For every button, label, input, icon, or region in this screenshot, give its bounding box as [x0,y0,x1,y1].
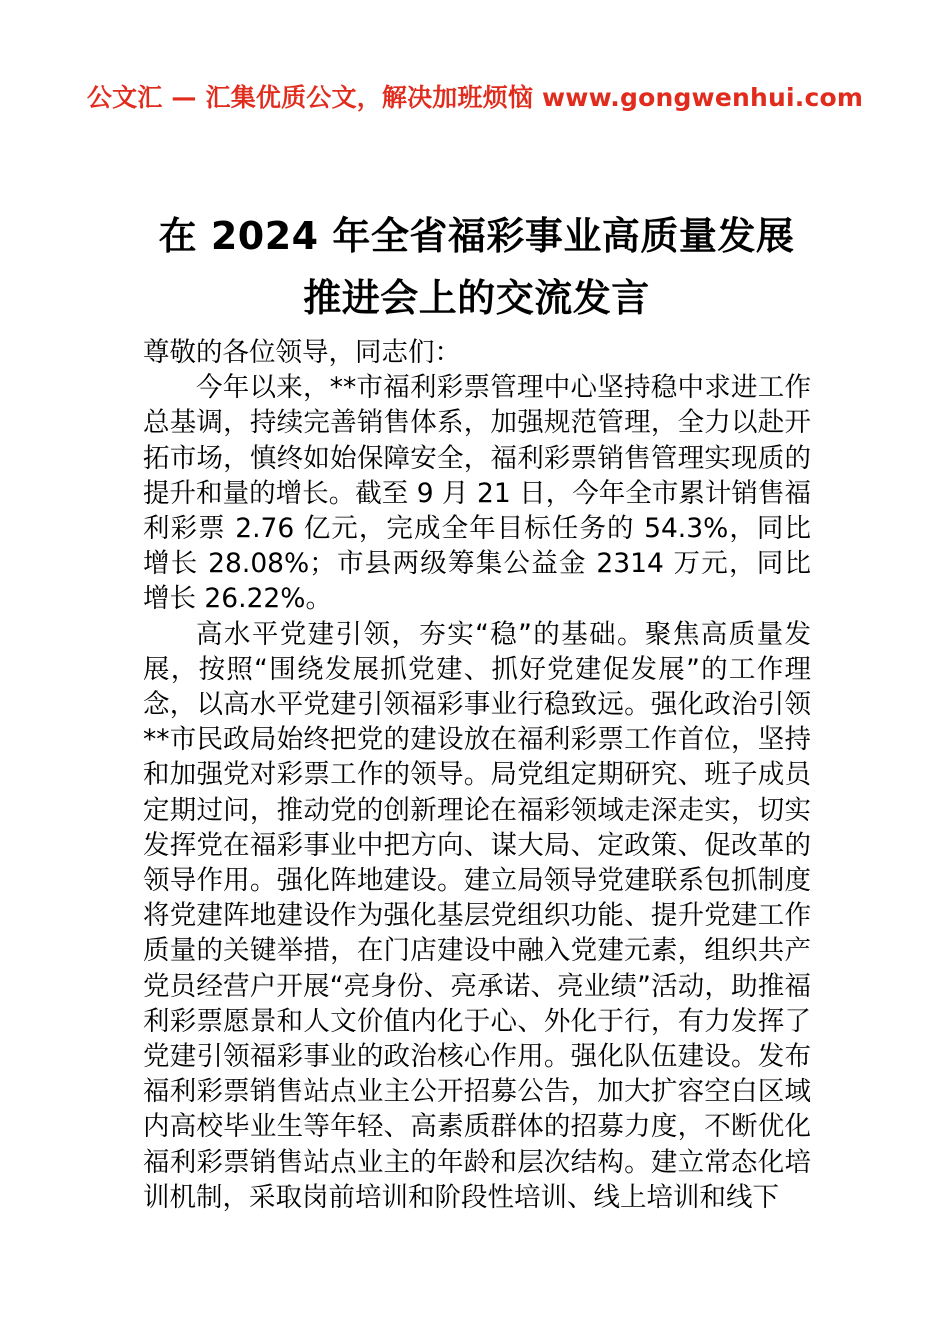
document-body [143,335,811,1215]
site-watermark: 公文汇 — 汇集优质公文，解决加班烦恼 www.gongwenhui.com [86,83,864,112]
paragraph-overview: 今年以来，**市福利彩票管理中心坚持稳中求进工作总基调，持续完善销售体系，加强规范管理，全力以赴开拓市场，慎终如始保障安全，福利彩票销售管理实现质的提升和量的增长。截至 9 月 21 日，今年全市累计销售福利彩票 2.76 亿元，完成全年目标任务的 54.3%，同比增长 28.08%；市县两级筹集公益金 2314 万元，同比增长 26.22%。 [143,372,811,615]
paragraph-party-building: 高水平党建引领，夯实“稳”的基础。聚焦高质量发展，按照“围绕发展抓党建、抓好党建促发展”的工作理念，以高水平党建引领福彩事业行稳致远。强化政治引领 **市民政局始终把党的建设放在福利彩票工作首位，坚持和加强党对彩票工作的领导。局党组定期研究、班子成员定期过问，推动党的创新理论在福彩领域走深走实，切实发挥党在福彩事业中把方向、谋大局、定政策、促改革的领导作用。强化阵地建设。建立局领导党建联系包抓制度将党建阵地建设作为强化基层党组织功能、提升党建工作质量的关键举措，在门店建设中融入党建元素，组织共产党员经营户开展“亮身份、亮承诺、亮业绩”活动，助推福利彩票愿景和人文价值内化于心、外化于行，有力发挥了党建引领福彩事业的政治核心作用。强化队伍建设。发布福利彩票销售站点业主公开招募公告，加大扩容空白区域内高校毕业生等年轻、高素质群体的招募力度，不断优化福利彩票销售站点业主的年龄和层次结构。建立常态化培训机制，采取岗前培训和阶段性培训、线上培训和线下 [143,618,811,1213]
page-title: 在 2024 年全省福彩事业高质量发展推进会上的交流发言 [158,214,795,321]
paragraph-salutation: 尊敬的各位领导，同志们： [143,337,461,368]
